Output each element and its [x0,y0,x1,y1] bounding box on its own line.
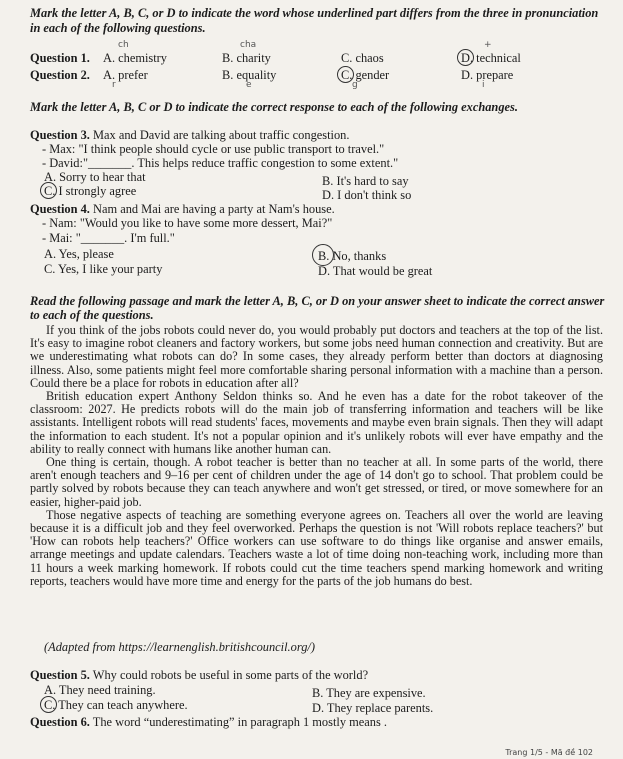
q2-option-a[interactable]: A. prefer [103,68,148,82]
q4-stem: Nam and Mai are having a party at Nam's house. [93,202,335,216]
q2-handwriting-b: e [246,80,252,90]
q5-stem: Why could robots be useful in some parts of the world? [92,668,369,682]
q1-option-b[interactable]: B. charity [222,51,271,65]
q4-mai-line: - Mai: "_______. I'm full." [42,231,175,245]
q4-option-a[interactable]: A. Yes, please [44,247,114,261]
q1-option-a[interactable]: A. chemistry [103,51,168,65]
q1-option-c[interactable]: C. chaos [341,51,384,65]
passage-paragraph-3: One thing is certain, though. A robot teacher is better than no teacher at all. In some parts of the world, there aren't enough teachers and 9–16 per cent of children under the age of 14 don't go to school. That problem could be partly solved by robots because they can teach anywhere and won't get stressed, or tired, or move somewhere for an easier, higher-paid job. [30,455,603,509]
q4-nam-line: - Nam: "Would you like to have some more dessert, Mai?" [42,216,333,230]
q3-option-b[interactable]: B. It's hard to say [322,174,409,188]
instruction-pronunciation: Mark the letter A, B, C, or D to indicate the word whose underlined part differs from the three in pronunciation in each of the following questions. [30,6,599,35]
q5-option-d[interactable]: D. They replace parents. [312,701,434,715]
q3-option-a[interactable]: A. Sorry to hear that [44,170,146,184]
passage-paragraph-1: If you think of the jobs robots could never do, you would probably put doctors and teachers at the top of the list. It's easy to imagine robot cleaners and factory workers, but some jobs need human connection and creativity. But are we underestimating what robots can do? In some cases, they already perform better than doctors at diagnosing illness. Also, some patients might feel more comfortable sharing personal information with a machine than a person. Could there be a place for robots in education after all? [30,323,603,390]
q4-option-b[interactable]: B. No, thanks [318,249,387,263]
q5-answer-circle [40,696,57,713]
q5-option-c[interactable]: C. They can teach anywhere. [44,698,188,712]
passage-paragraph-4: Those negative aspects of teaching are something everyone agrees on. Teachers all over the world are leaving because it is a difficult job and they feel overworked. Perhaps the question is not 'Will robots replace teachers?' but 'How can robots help teachers?' Office workers can use software to do things like organise and answer emails, arrange meetings and update calendars. Teachers waste a lot of time doing non-teaching work, including more than 11 hours a week marking homework. If robots could cut the time teachers spend marking homework and writing reports, teachers would have more time and energy for the parts of the job humans do best. [30,507,603,588]
q6-label: Question 6. [30,715,90,729]
q5-stem-row [30,668,368,682]
q3-david-line: - David:"_______. This helps reduce traffic congestion to some extent." [42,156,399,170]
instruction-exchanges: Mark the letter A, B, C or D to indicate the correct response to each of the following exchanges. [30,100,518,114]
q2-handwriting-c: g [352,80,358,90]
q2-handwriting-d: i [482,80,485,90]
q3-stem-row [30,128,349,142]
q6-stem-row [30,715,387,729]
q1-handwriting-b: cha [240,40,257,50]
q2-handwriting-a: r [112,80,116,90]
q1-handwriting-d: + [484,40,492,50]
q4-label: Question 4. [30,202,90,216]
q4-stem-row [30,202,335,216]
q5-option-b[interactable]: B. They are expensive. [312,686,426,700]
q6-stem: The word “underestimating” in paragraph 1 mostly means . [92,715,387,729]
q5-option-a[interactable]: A. They need training. [44,683,156,697]
q1-option-d[interactable]: D. technical [461,51,521,65]
instruction-reading: Read the following passage and mark the letter A, B, C, or D on your answer sheet to indicate the correct answer to each of the questions. [30,294,605,322]
q3-option-c[interactable]: C. I strongly agree [44,184,137,198]
passage-paragraph-2: British education expert Anthony Seldon thinks so. And he even has a date for the robot takeover of the classroom: 2027. He predicts robots will do the main job of transferring information and teachers will be like assistants. Intelligent robots will read students' faces, movements and maybe even brain signals. Then they will adapt the information to each student. It's not a popular opinion and it's unlikely robots will ever have empathy and the ability to really connect with humans like another human can. [30,389,603,456]
q2-option-d[interactable]: D. prepare [461,68,514,82]
passage-source: (Adapted from https://learnenglish.britishcouncil.org/) [44,640,315,654]
q3-stem: Max and David are talking about traffic congestion. [93,128,350,142]
q4-option-c[interactable]: C. Yes, I like your party [44,262,163,276]
q3-max-line: - Max: "I think people should cycle or use public transport to travel." [42,142,385,156]
q3-option-d[interactable]: D. I don't think so [322,188,412,202]
q4-option-d[interactable]: D. That would be great [318,264,433,278]
q3-answer-circle [40,182,57,199]
q2-label: Question 2. [30,68,90,82]
q1-handwriting-a: ch [118,40,129,50]
q3-label: Question 3. [30,128,90,142]
q1-answer-circle [457,49,474,66]
q2-option-b[interactable]: B. equality [222,68,277,82]
q4-answer-circle [312,244,334,266]
q1-label: Question 1. [30,51,90,65]
page-footer: Trang 1/5 - Mã đề 102 [505,748,593,757]
reading-passage [30,324,603,588]
q2-option-c[interactable]: C. gender [341,68,390,82]
q5-label: Question 5. [30,668,90,682]
